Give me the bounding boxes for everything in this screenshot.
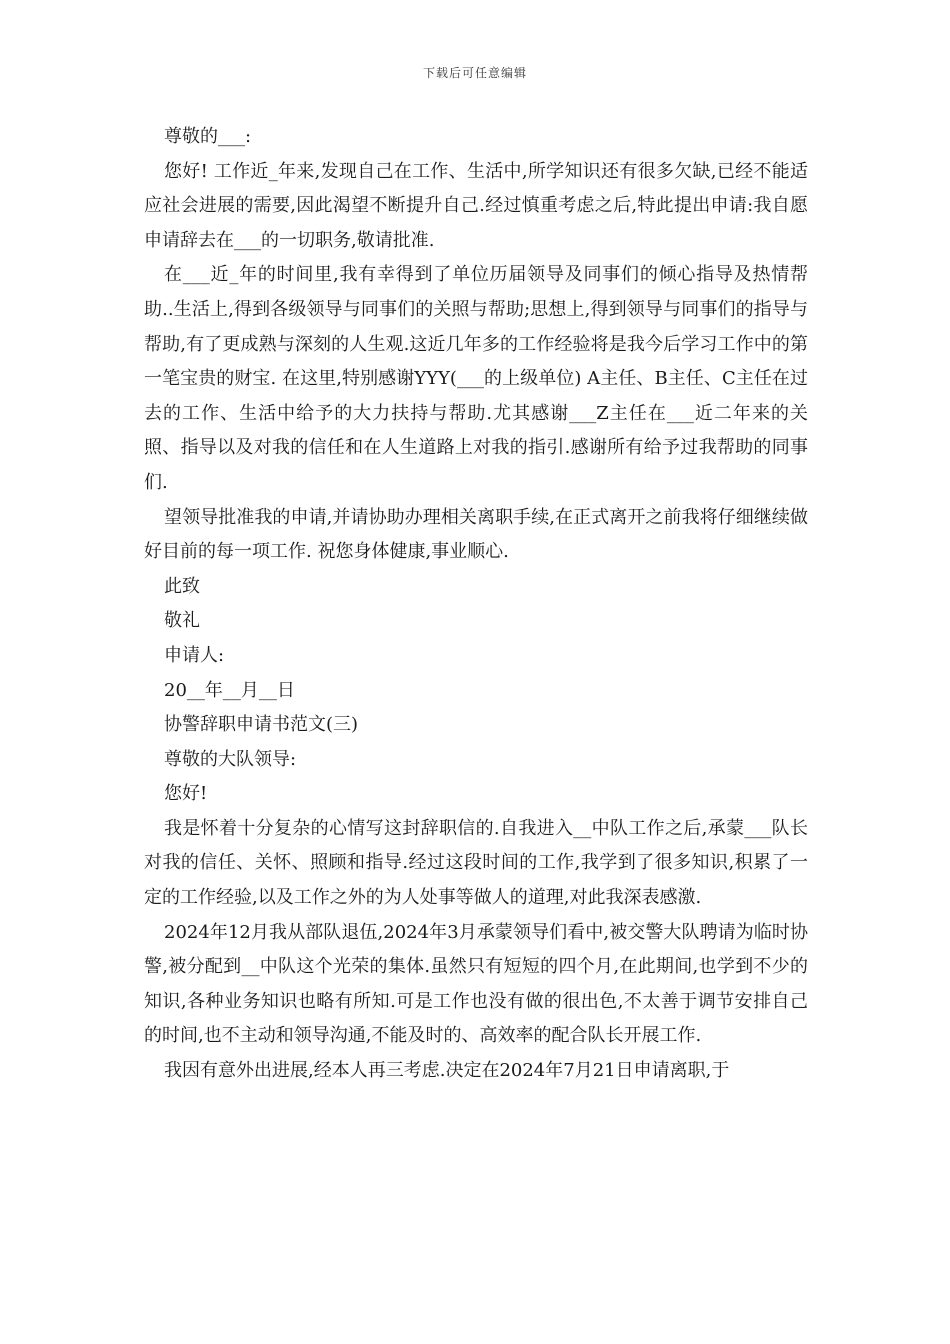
section-title: 协警辞职申请书范文(三) — [164, 714, 359, 736]
closing-line: 敬礼 — [164, 610, 200, 632]
date-line: 20__年__月__日 — [164, 679, 295, 701]
paragraph: 我因有意外出进展,经本人再三考虑.决定在2024年7月21日申请离职,于 — [164, 1060, 730, 1082]
letter-body — [144, 120, 808, 1089]
applicant-label: 申请人: — [164, 644, 225, 666]
greeting: 您好! — [164, 783, 208, 805]
paragraph: 望领导批准我的申请,并请协助办理相关离职手续,在正式离开之前我将仔细继续做好目前的每一项工作. 祝您身体健康,事业顺心. — [144, 506, 808, 563]
paragraph: 我是怀着十分复杂的心情写这封辞职信的.自我进入__中队工作之后,承蒙___队长对我的信任、关怀、照顾和指导.经过这段时间的工作,我学到了很多知识,积累了一定的工作经验,以及工作之外的为人处事等做人的道理,对此我深表感激. — [144, 817, 808, 909]
paragraph: 2024年12月我从部队退伍,2024年3月承蒙领导们看中,被交警大队聘请为临时协警,被分配到__中队这个光荣的集体.虽然只有短短的四个月,在此期间,也学到不少的知识,各种业务知识也略有所知.可是工作也没有做的很出色,不太善于调节安排自己的时间,也不主动和领导沟通,不能及时的、高效率的配合队长开展工作. — [144, 921, 808, 1047]
paragraph: 您好! 工作近_年来,发现自己在工作、生活中,所学知识还有很多欠缺,已经不能适应社会进展的需要,因此渴望不断提升自己.经过慎重考虑之后,特此提出申请:我自愿申请辞去在___的一切职务,敬请批准. — [144, 160, 808, 251]
page-header: 下载后可任意编辑 — [422, 66, 527, 80]
paragraph: 在___近_年的时间里,我有幸得到了单位历届领导及同事们的倾心指导及热情帮助..生活上,得到各级领导与同事们的关照与帮助;思想上,得到领导与同事们的指导与帮助,有了更成熟与深刻的人生观.这近几年多的工作经验将是我今后学习工作中的第一笔宝贵的财宝. 在这里,特别感谢YYY(___的上级单位) A主任、B主任、C主任在过去的工作、生活中给予的大力扶持与帮助.尤其感谢___Z主任在___近二年来的关照、指导以及对我的信任和在人生道路上对我的指引.感谢所有给予过我帮助的同事们. — [144, 264, 808, 493]
salutation: 尊敬的___: — [164, 126, 252, 147]
closing-line: 此致 — [164, 575, 200, 597]
salutation: 尊敬的大队领导: — [164, 748, 297, 770]
